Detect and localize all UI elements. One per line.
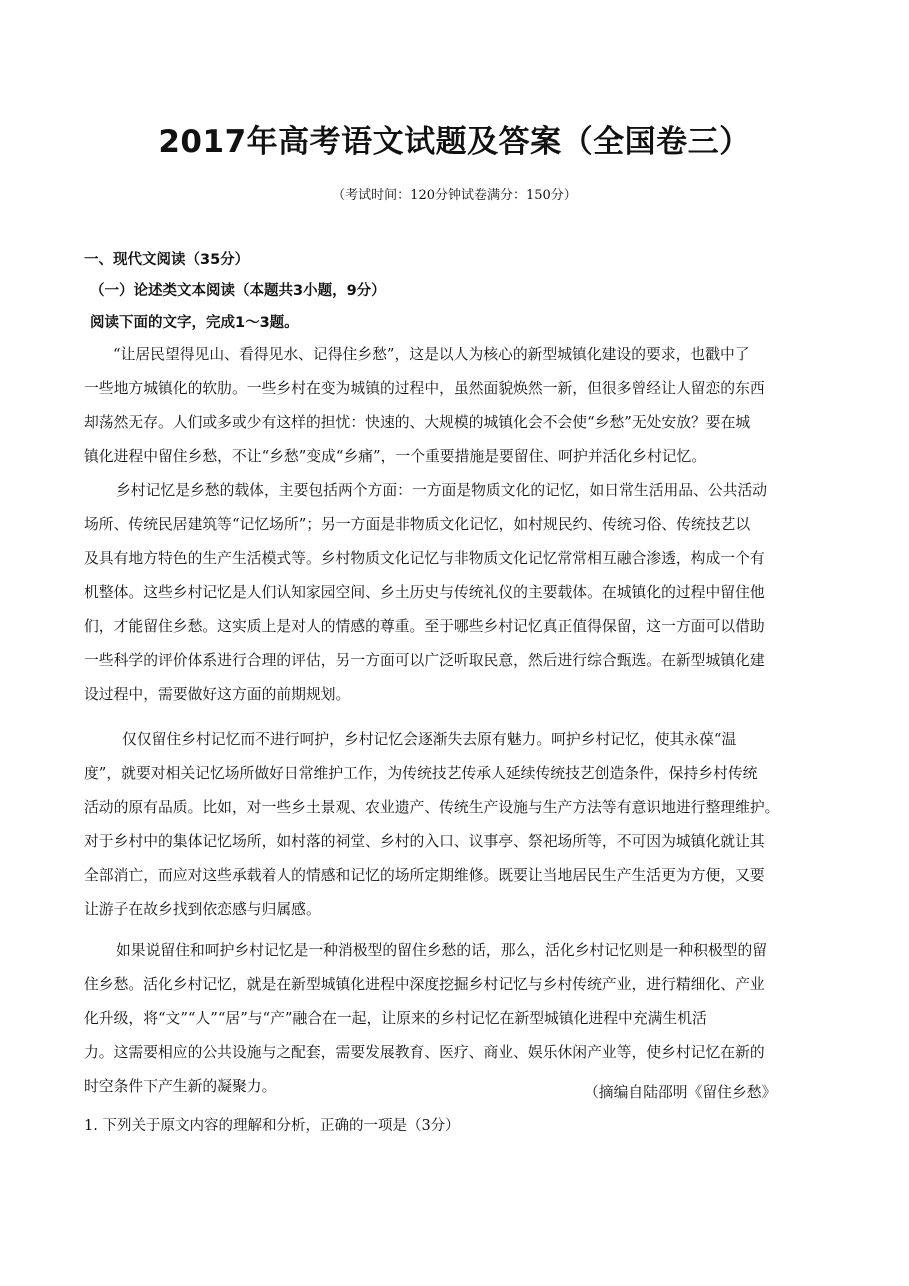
paragraph-4 (84, 934, 832, 1104)
paragraph-1-line-4: 镇化进程中留住乡愁，不让“乡愁”变成“乡痛”，一个重要措施是要留住、呵护并活化乡村记忆。 (84, 448, 707, 465)
exam-subtitle: （考试时间：120分钟试卷满分：150分） (332, 188, 577, 203)
section-heading-modern-reading: 一、现代文阅读（35分） (84, 252, 250, 268)
paragraph-2-line-5: 们，才能留住乡愁。这实质上是对人的情感的尊重。至于哪些乡村记忆真正值得保留，这一方面可以借助 (84, 618, 765, 635)
paragraph-2-line-3: 及具有地方特色的生产生活模式等。乡村物质文化记忆与非物质文化记忆常常相互融合渗透，构成一个有 (84, 550, 765, 567)
paragraph-3-line-1: 仅仅留住乡村记忆而不进行呵护，乡村记忆会逐渐失去原有魅力。呵护乡村记忆，使其永葆“温 (122, 731, 737, 748)
paragraph-2-line-2: 场所、传统民居建筑等“记忆场所”；另一方面是非物质文化记忆，如村规民约、传统习俗、传统技艺以 (84, 516, 751, 533)
paragraph-4-line-2: 住乡愁。活化乡村记忆，就是在新型城镇化进程中深度挖掘乡村记忆与乡村传统产业，进行精细化、产业 (84, 976, 765, 993)
paragraph-2-line-1: 乡村记忆是乡愁的载体，主要包括两个方面：一方面是物质文化的记忆，如日常生活用品、公共活动 (116, 482, 768, 499)
paragraph-3-line-2: 度”，就要对相关记忆场所做好日常维护工作，为传统技艺传承人延续传统技艺创造条件，保持乡村传统 (84, 765, 758, 782)
paragraph-4-line-3: 化升级，将“文”“人”“居”与“产”融合在一起，让原来的乡村记忆在新型城镇化进程中充满生机活 (84, 1010, 707, 1027)
paragraph-3-line-5: 全部消亡，而应对这些承载着人的情感和记忆的场所定期维修。既要让当地居民生产生活更为方便，又要 (84, 867, 765, 884)
paragraph-1-line-1: “让居民望得见山、看得见水、记得住乡愁”，这是以人为核心的新型城镇化建设的要求，也戳中了 (113, 346, 750, 363)
source-citation: （摘编自陆邵明《留住乡愁》 (584, 1084, 777, 1101)
paragraph-2 (84, 474, 832, 712)
paragraph-2-line-7: 设过程中，需要做好这方面的前期规划。 (84, 686, 351, 703)
paragraph-2-line-4: 机整体。这些乡村记忆是人们认知家园空间、乡土历史与传统礼仪的主要载体。在城镇化的过程中留住他 (84, 584, 765, 601)
paragraph-4-line-4: 力。这需要相应的公共设施与之配套，需要发展教育、医疗、商业、娱乐休闲产业等，使乡村记忆在新的 (84, 1044, 765, 1061)
paragraph-4-line-1: 如果说留住和呵护乡村记忆是一种消极型的留住乡愁的话，那么，活化乡村记忆则是一种积极型的留 (116, 942, 768, 959)
paragraph-1-line-3: 却荡然无存。人们或多或少有这样的担忧：快速的、大规模的城镇化会不会使“乡愁”无处安放？要在城 (84, 414, 751, 431)
paragraph-3-line-4: 对于乡村中的集体记忆场所，如村落的祠堂、乡村的入口、议事亭、祭祀场所等，不可因为城镇化就让其 (84, 833, 765, 850)
paragraph-3 (84, 723, 832, 927)
subsection-heading-argumentative: （一）论述类文本阅读（本题共3小题，9分） (90, 283, 386, 299)
paragraph-1-line-2: 一些地方城镇化的软肋。一些乡村在变为城镇的过程中，虽然面貌焕然一新，但很多曾经让人留恋的东西 (84, 380, 765, 397)
paragraph-1 (84, 338, 832, 474)
paragraph-3-line-6: 让游子在故乡找到依恋感与归属感。 (84, 901, 321, 918)
paragraph-3-line-3: 活动的原有品质。比如，对一些乡土景观、农业遗产、传统生产设施与生产方法等有意识地进行整理维护。 (84, 799, 780, 816)
question-1: 1. 下列关于原文内容的理解和分析，正确的一项是（3分） (84, 1118, 460, 1134)
reading-instruction: 阅读下面的文字，完成1～3题。 (90, 315, 299, 331)
exam-title: 2017年高考语文试题及答案（全国卷三） (158, 124, 751, 160)
paragraph-4-line-5: 时空条件下产生新的凝聚力。 (84, 1078, 277, 1095)
paragraph-2-line-6: 一些科学的评价体系进行合理的评估，另一方面可以广泛听取民意，然后进行综合甄选。在新型城镇化建 (84, 652, 765, 669)
